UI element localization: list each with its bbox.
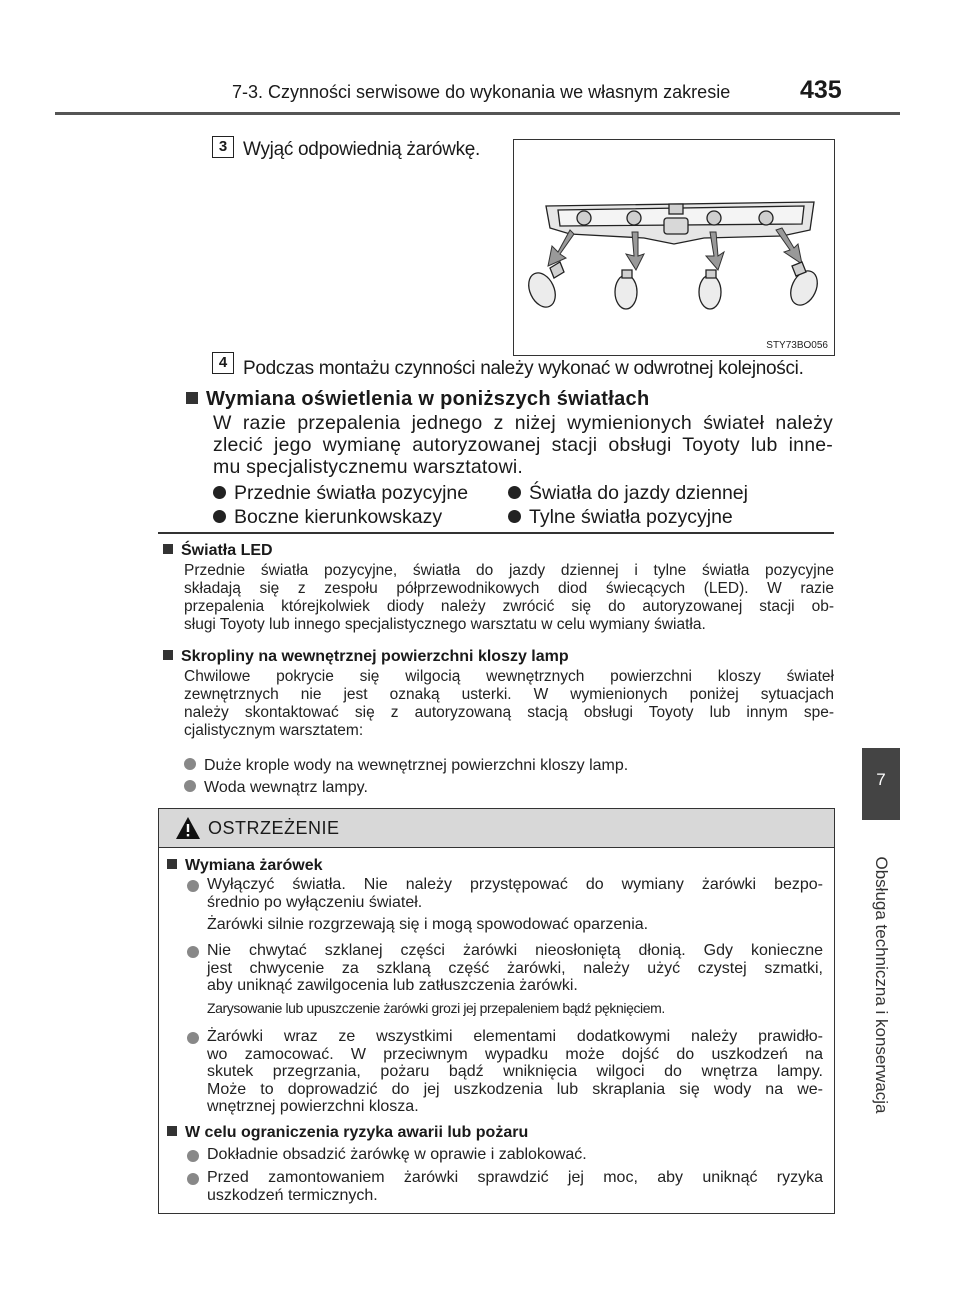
chapter-title: Obsługa techniczna i konserwacja <box>872 856 891 1114</box>
warning-header <box>159 809 834 848</box>
text-line: mu specjalistycznemu warsztatowi. <box>213 456 524 478</box>
warning-paragraph <box>207 942 823 1017</box>
section-title: 7-3. Czynności serwisowe do wykonania we własnym zakresie <box>232 82 731 102</box>
text-line: Żarówki wraz ze wszystkimi elementami dodatkowymi należy prawidło- <box>207 1028 823 1045</box>
warning-triangle-icon <box>175 816 201 840</box>
step-text: Wyjąć odpowiednią żarówkę. <box>243 139 481 160</box>
text-line: Może to doprowadzić do jej uszkodzenia lub skraplania się wody na we- <box>207 1080 823 1098</box>
text-line: Przed zamontowaniem żarówki sprawdzić jej moc, aby uniknąć ryzyka <box>207 1169 823 1186</box>
text-line: W razie przepalenia jednego z niżej wymienionych świateł należy <box>213 412 833 434</box>
warning-heading: W celu ograniczenia ryzyka awarii lub pożaru <box>167 1124 528 1142</box>
bulb-removal-illustration <box>513 139 835 356</box>
square-bullet-icon <box>163 544 173 554</box>
square-bullet-icon <box>163 650 173 660</box>
bullet-icon <box>508 486 521 499</box>
warning-paragraph <box>207 876 823 934</box>
bullet-icon <box>184 758 196 770</box>
bullet-icon-wrap <box>187 1172 207 1190</box>
step-number-badge: 4 <box>212 352 234 374</box>
text-line: skutek przegrzania, pożaru bądź wniknięcia wilgoci do wnętrza lampy. <box>207 1063 823 1080</box>
text-line: składają się z zespołu półprzewodnikowych diod świecących (LED). W razie <box>184 580 834 597</box>
bullet-icon <box>187 1173 199 1185</box>
step-number-badge: 3 <box>212 136 234 158</box>
page-number: 435 <box>800 76 842 104</box>
chapter-number: 7 <box>876 770 886 789</box>
paragraph <box>184 668 834 740</box>
text-line: aby uniknąć zawilgocenia lub zatłuszczenia żarówki. <box>207 977 578 994</box>
text-line: Dokładnie obsadzić żarówkę w oprawie i zablokować. <box>207 1146 587 1163</box>
text-line: wnętrznej powierzchni klosza. <box>207 1098 419 1115</box>
bullet-icon <box>187 1150 199 1162</box>
warning-paragraph <box>207 1169 823 1204</box>
section-heading: Wymiana oświetlenia w poniższych światłach <box>186 388 649 411</box>
bullet-icon <box>213 510 226 523</box>
text-line: sługi Toyoty lub innego specjalistycznego warsztatu w celu wymiany światła. <box>184 616 706 633</box>
text-line: jest chwycenie za szklaną część żarówki, należy użyć czystej szmatki, <box>207 959 823 977</box>
text-line: wo zamocować. W przeciwnym wypadku może dojść do uszkodzeń na <box>207 1045 823 1063</box>
text-line: Chwilowe pokrycie się wilgocią wewnętrznych powierzchni kloszy świateł <box>184 668 834 685</box>
list-item: Duże krople wody na wewnętrznej powierzchni kloszy lamp. <box>184 757 628 775</box>
figure-code: STY73BO056 <box>766 340 828 351</box>
text-line: średnio po wyłączeniu świateł. <box>207 893 423 911</box>
bullet-icon-wrap <box>187 1031 207 1049</box>
bullet-icon-wrap <box>187 1149 207 1167</box>
text-line: uszkodzeń termicznych. <box>207 1186 378 1204</box>
warning-box <box>158 808 835 1214</box>
bullet-icon <box>187 1032 199 1044</box>
header-rule <box>55 112 900 115</box>
bullet-icon <box>187 880 199 892</box>
section-divider <box>158 532 834 534</box>
subsection-heading: Skropliny na wewnętrznej powierzchni kloszy lamp <box>163 648 569 666</box>
square-bullet-icon <box>167 1126 177 1136</box>
lamp-assembly-drawing <box>514 140 834 355</box>
paragraph <box>184 562 834 634</box>
text-line: Wyłączyć światła. Nie należy przystępować do wymiany żarówki bezpo- <box>207 876 823 893</box>
text-line: należy skontaktować się z autoryzowaną stacją obsługi Toyoty lub innym spe- <box>184 704 834 721</box>
bullet-icon <box>508 510 521 523</box>
chapter-title-band <box>862 820 900 1150</box>
list-item: Tylne światła pozycyjne <box>508 506 733 529</box>
list-item: Woda wewnątrz lampy. <box>184 779 368 797</box>
warning-paragraph <box>207 1146 823 1164</box>
text-line: zlecić jego wymianę autoryzowanej stacji obsługi Toyoty lub inne- <box>213 434 833 456</box>
list-item: Światła do jazdy dziennej <box>508 482 748 505</box>
text-line: cjalistycznym warsztatem: <box>184 722 364 739</box>
text-line: Nie chwytać szklanej części żarówki nieosłoniętą dłonią. Gdy konieczne <box>207 942 823 959</box>
square-bullet-icon <box>186 392 198 404</box>
bullet-icon-wrap <box>187 879 207 897</box>
text-line: Żarówki silnie rozgrzewają się i mogą spowodować oparzenia. <box>207 916 649 933</box>
bullet-icon <box>184 780 196 792</box>
list-item: Przednie światła pozycyjne <box>213 482 468 505</box>
bullet-icon <box>187 946 199 958</box>
warning-heading: Wymiana żarówek <box>167 857 323 875</box>
warning-title: OSTRZEŻENIE <box>208 818 340 838</box>
text-line: Przednie światła pozycyjne, światła do jazdy dziennej i tylne światła pozycyjne <box>184 562 834 579</box>
subsection-heading: Światła LED <box>163 542 273 560</box>
paragraph <box>213 412 833 478</box>
warning-paragraph <box>207 1028 823 1116</box>
square-bullet-icon <box>167 859 177 869</box>
list-item: Boczne kierunkowskazy <box>213 506 442 529</box>
text-line: zewnętrznych nie jest oznaką usterki. W wymienionych poniżej sytuacjach <box>184 686 834 703</box>
bullet-icon-wrap <box>187 945 207 963</box>
step-text: Podczas montażu czynności należy wykonać w odwrotnej kolejności. <box>243 358 804 379</box>
text-line: przepalenia którejkolwiek diody należy zwrócić się do autoryzowanej stacji ob- <box>184 598 834 615</box>
chapter-tab <box>862 748 900 820</box>
bullet-icon <box>213 486 226 499</box>
text-line: Zarysowanie lub upuszczenie żarówki grozi jej przepaleniem bądź pęknięciem. <box>207 999 665 1016</box>
